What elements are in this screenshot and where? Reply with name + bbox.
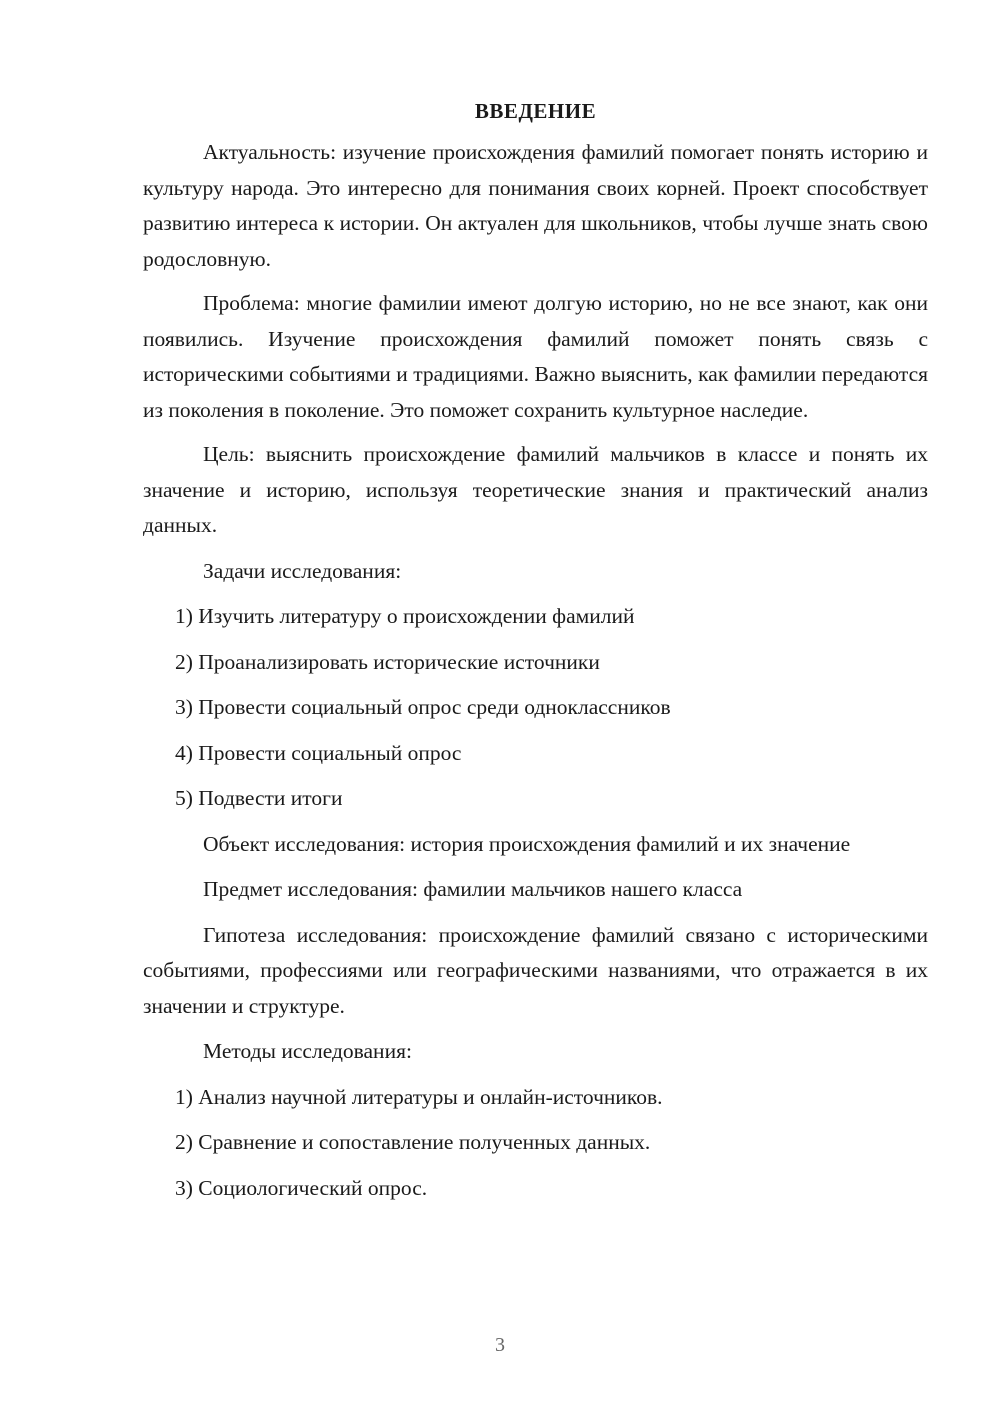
list-item: 3) Социологический опрос. bbox=[175, 1175, 428, 1200]
paragraph-object: Объект исследования: история происхождения фамилий и их значение bbox=[203, 831, 851, 856]
list-item: 1) Изучить литературу о происхождении фамилий bbox=[175, 604, 635, 628]
page-number: 3 bbox=[495, 1334, 505, 1356]
methods-heading: Методы исследования: bbox=[203, 1039, 412, 1063]
page-title: ВВЕДЕНИЕ bbox=[474, 99, 597, 123]
document-page bbox=[143, 96, 928, 1206]
paragraph-goal: Цель: выяснить происхождение фамилий мальчиков в классе и понять их значение и историю, используя теоретические знания и практический анализ данных. bbox=[143, 442, 928, 537]
paragraph-hypothesis: Гипотеза исследования: происхождение фамилий связано с историческими событиями, профессиями или географическими названиями, что отражается в их значении и структуре. bbox=[143, 922, 928, 1018]
list-item: 2) Сравнение и сопоставление полученных данных. bbox=[175, 1130, 651, 1154]
methods-list bbox=[143, 1080, 928, 1207]
list-item: 3) Провести социальный опрос среди одноклассников bbox=[175, 695, 671, 719]
list-item: 1) Анализ научной литературы и онлайн-источников. bbox=[175, 1084, 663, 1109]
paragraph-subject: Предмет исследования: фамилии мальчиков нашего класса bbox=[203, 877, 743, 901]
tasks-heading: Задачи исследования: bbox=[203, 558, 402, 583]
paragraph-problem: Проблема: многие фамилии имеют долгую историю, но не все знают, как они появились. Изучение происхождения фамилий поможет понять связь с историческими событиями и традициями. Важно выяснить, как фамилии передаются из поколения в поколение. Это поможет сохранить культурное наследие. bbox=[143, 291, 928, 422]
list-item: 5) Подвести итоги bbox=[175, 786, 343, 810]
list-item: 2) Проанализировать исторические источники bbox=[175, 649, 600, 674]
list-item: 4) Провести социальный опрос bbox=[175, 740, 462, 765]
tasks-list bbox=[143, 599, 928, 817]
paragraph-relevance: Актуальность: изучение происхождения фамилий помогает понять историю и культуру народа. Это интересно для понимания своих корней. Проект способствует развитию интереса к истории. Он актуален для школьников, чтобы лучше знать свою родословную. bbox=[143, 140, 928, 271]
